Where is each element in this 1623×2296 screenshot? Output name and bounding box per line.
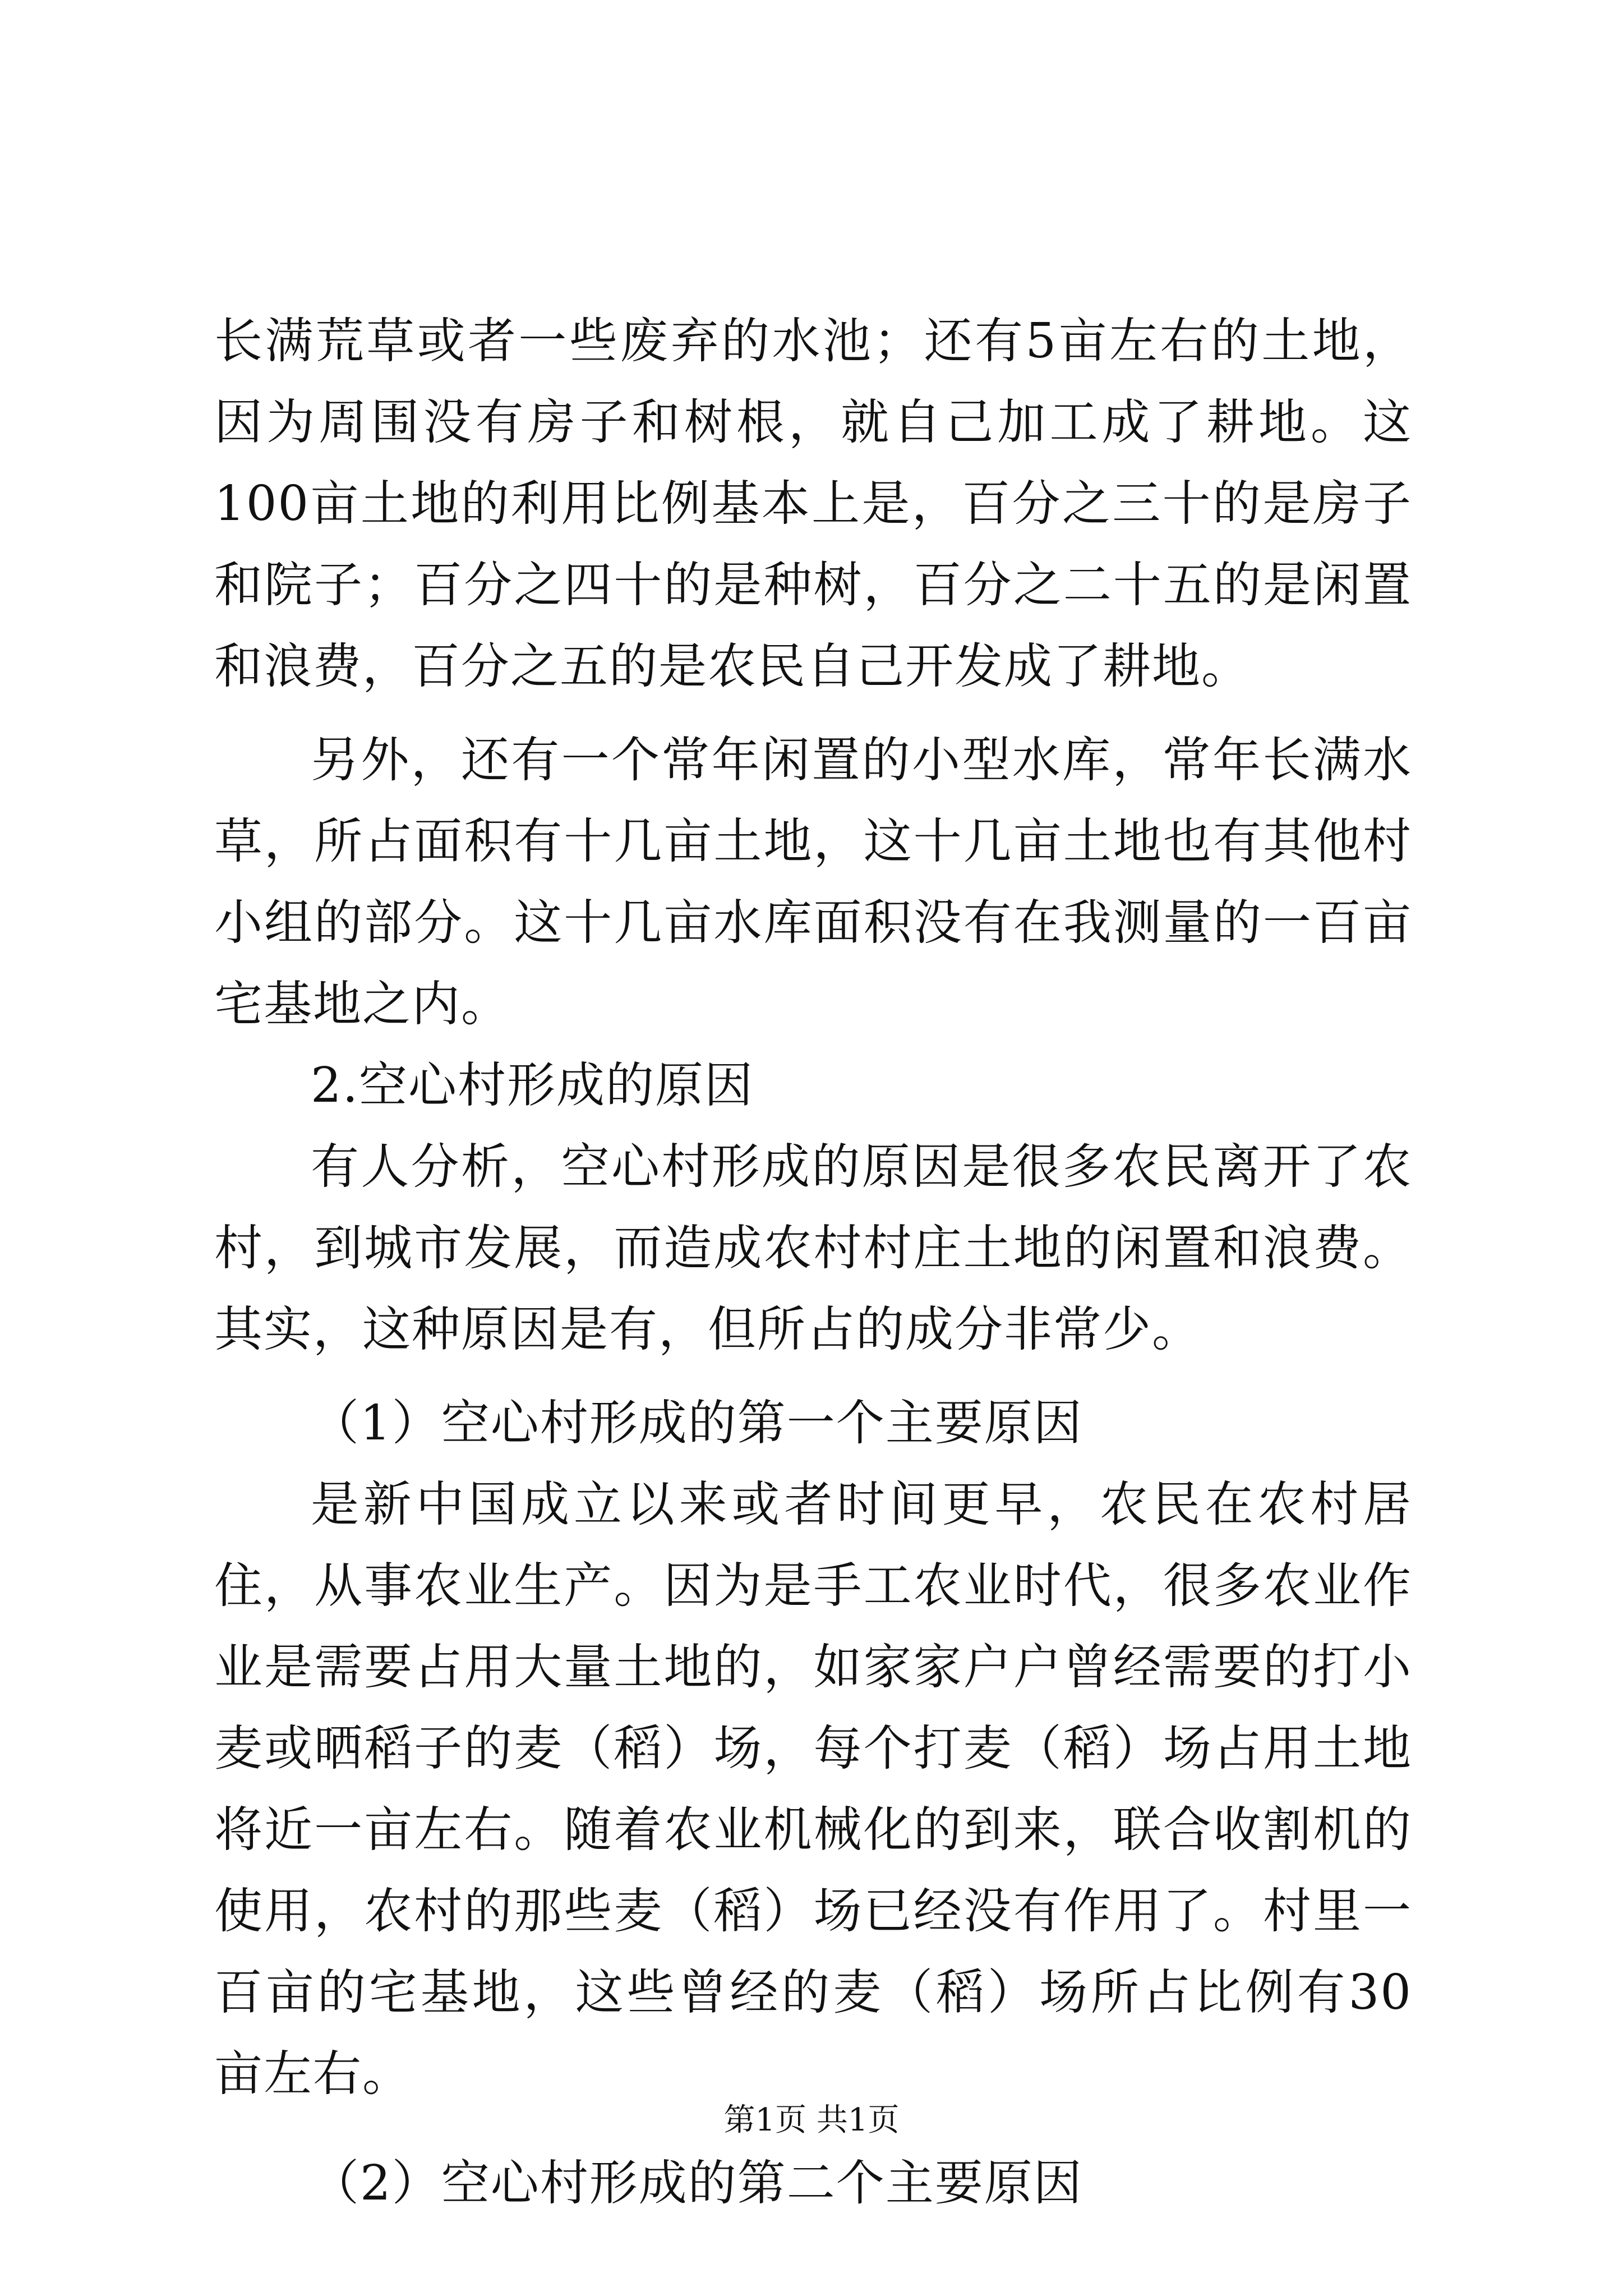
subheading-first-cause: （1）空心村形成的第一个主要原因 <box>311 1395 1083 1451</box>
document-body <box>214 301 1412 2224</box>
section-heading-causes: 2.空心村形成的原因 <box>311 1057 754 1114</box>
paragraph-first-cause: 是新中国成立以来或者时间更早，农民在农村居住，从事农业生产。因为是手工农业时代，很多农业作业是需要占用大量土地的，如家家户户曾经需要的打小麦或晒稻子的麦（稻）场，每个打麦（稻）场占用土地将近一亩左右。随着农业机械化的到来，联合收割机的使用，农村的那些麦（稻）场已经没有作用了。村里一百亩的宅基地，这些曾经的麦（稻）场所占比例有30亩左右。 <box>214 1476 1412 2102</box>
page-number-footer: 第1页 共1页 <box>723 2102 900 2138</box>
paragraph-analysis: 有人分析，空心村形成的原因是很多农民离开了农村，到城市发展，而造成农村村庄土地的闲置和浪费。其实，这种原因是有，但所占的成分非常少。 <box>214 1139 1412 1358</box>
paragraph-reservoir: 另外，还有一个常年闲置的小型水库，常年长满水草，所占面积有十几亩土地，这十几亩土地也有其他村小组的部分。这十几亩水库面积没有在我测量的一百亩宅基地之内。 <box>214 732 1412 1032</box>
paragraph-land-use: 长满荒草或者一些废弃的水池；还有5亩左右的土地，因为周围没有房子和树根，就自己加工成了耕地。这100亩土地的利用比例基本上是，百分之三十的是房子和院子；百分之四十的是种树，百分之二十五的是闲置和浪费，百分之五的是农民自己开发成了耕地。 <box>214 313 1412 694</box>
subheading-second-cause: （2）空心村形成的第二个主要原因 <box>311 2155 1083 2211</box>
